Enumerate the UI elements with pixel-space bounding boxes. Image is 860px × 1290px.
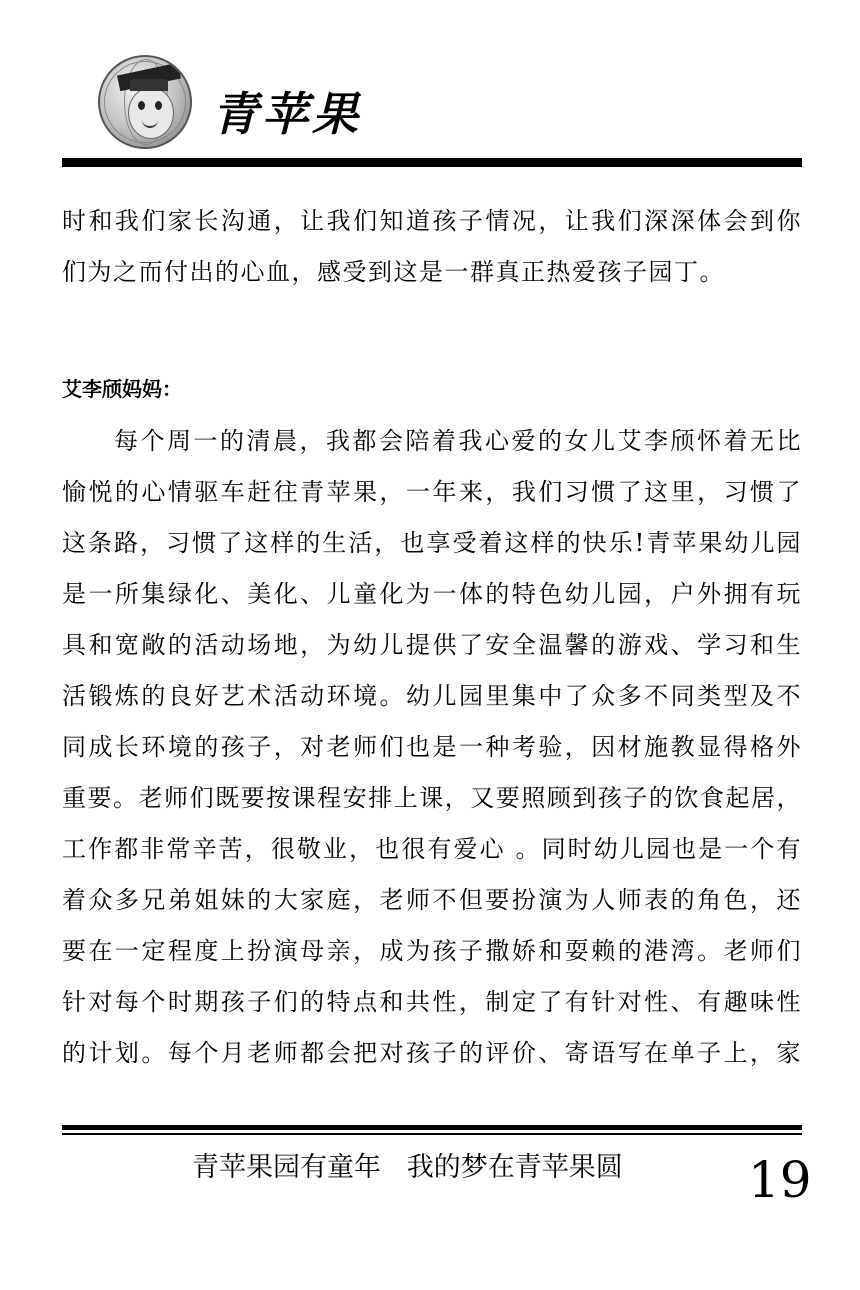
footer-slogan: 青苹果园有童年 我的梦在青苹果圆 bbox=[192, 1152, 623, 1183]
text-line: 每个周一的清晨，我都会陪着我心爱的女儿艾李颀怀着无比 bbox=[114, 427, 802, 455]
brand-title: 青苹果 bbox=[212, 87, 362, 141]
text-line: 具和宽敞的活动场地，为幼儿提供了安全温馨的游戏、学习和生 bbox=[62, 631, 802, 659]
text-line: 工作都非常辛苦，很敬业，也很有爱心 。同时幼儿园也是一个有 bbox=[62, 835, 802, 863]
text-line: 是一所集绿化、美化、儿童化为一体的特色幼儿园，户外拥有玩 bbox=[62, 580, 802, 608]
text-line: 要在一定程度上扮演母亲，成为孩子撒娇和耍赖的港湾。老师们 bbox=[62, 937, 802, 965]
article-body bbox=[62, 196, 802, 1079]
text-line: 的计划。每个月老师都会把对孩子的评价、寄语写在单子上，家 bbox=[62, 1039, 802, 1067]
page-number: 19 bbox=[748, 1151, 812, 1209]
mascot-face-icon bbox=[128, 87, 174, 139]
text-line: 愉悦的心情驱车赶往青苹果，一年来，我们习惯了这里，习惯了 bbox=[62, 478, 802, 506]
header-divider bbox=[62, 158, 802, 167]
section-heading: 艾李颀妈妈： bbox=[62, 377, 182, 401]
text-line: 这条路，习惯了这样的生活，也享受着这样的快乐!青苹果幼儿园 bbox=[62, 529, 802, 557]
text-line: 同成长环境的孩子，对老师们也是一种考验，因材施教显得格外 bbox=[62, 733, 802, 761]
logo-emblem bbox=[98, 55, 192, 149]
text-line: 时和我们家长沟通，让我们知道孩子情况，让我们深深体会到你 bbox=[62, 207, 802, 235]
text-line: 们为之而付出的心血，感受到这是一群真正热爱孩子园丁。 bbox=[62, 258, 725, 286]
text-line: 针对每个时期孩子们的特点和共性，制定了有针对性、有趣味性 bbox=[62, 988, 802, 1016]
footer-divider bbox=[62, 1125, 802, 1130]
text-line: 着众多兄弟姐妹的大家庭，老师不但要扮演为人师表的角色，还 bbox=[62, 886, 802, 914]
text-line: 活锻炼的良好艺术活动环境。幼儿园里集中了众多不同类型及不 bbox=[62, 682, 802, 710]
text-line: 重要。老师们既要按课程安排上课，又要照顾到孩子的饮食起居， bbox=[62, 784, 802, 812]
footer-divider-thin bbox=[62, 1133, 802, 1135]
